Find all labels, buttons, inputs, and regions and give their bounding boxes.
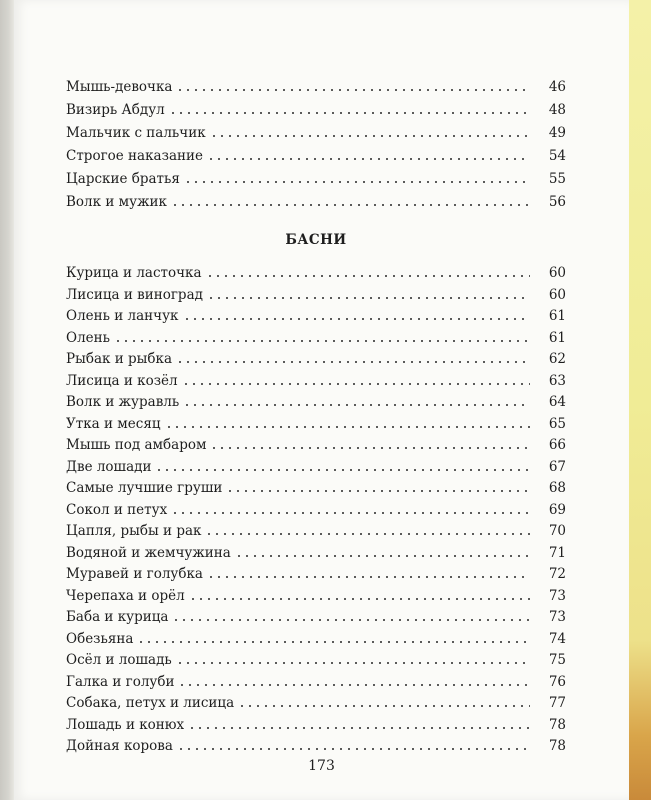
- toc-entry-page: 65: [548, 415, 566, 432]
- dot-leader: [169, 112, 530, 114]
- toc-entry-page: 73: [548, 609, 566, 625]
- toc-entry-page: 74: [548, 630, 566, 647]
- toc-entry-title: Олень и ланчук: [66, 308, 179, 324]
- toc-entry[interactable]: [66, 671, 566, 691]
- toc-entry-page: 76: [548, 673, 566, 690]
- toc-entry-page: 49: [548, 125, 566, 141]
- toc-entry-page: 75: [548, 652, 566, 668]
- toc-entry[interactable]: [66, 191, 566, 211]
- toc-entry[interactable]: [66, 628, 566, 648]
- dot-leader: [207, 297, 530, 299]
- toc-entry-title: Обезьяна: [66, 630, 134, 647]
- dot-leader: [207, 158, 530, 160]
- toc-entry[interactable]: [66, 168, 566, 188]
- toc-entry[interactable]: [66, 542, 566, 562]
- toc-entry-title: Цапля, рыбы и рак: [66, 523, 202, 539]
- toc-entry[interactable]: [66, 735, 566, 755]
- toc-entry-title: Лисица и виноград: [66, 286, 203, 303]
- toc-entry[interactable]: [66, 262, 566, 282]
- toc-entry[interactable]: [66, 327, 566, 347]
- toc-entry[interactable]: [66, 649, 566, 669]
- toc-entry[interactable]: [66, 145, 566, 165]
- page-number: 173: [308, 758, 335, 774]
- toc-entry-page: 64: [548, 394, 566, 410]
- toc-entry-title: Строгое наказание: [66, 148, 203, 164]
- toc-entry[interactable]: [66, 714, 566, 734]
- toc-entry-title: Осёл и лошадь: [66, 652, 172, 668]
- toc-entry-page: 63: [548, 372, 566, 389]
- toc-entry-title: Мышь под амбаром: [66, 437, 207, 453]
- dot-leader: [207, 576, 530, 578]
- toc-entry[interactable]: [66, 456, 566, 476]
- toc-entry-page: 60: [548, 265, 566, 281]
- toc-entry-title: Царские братья: [66, 171, 180, 187]
- dot-leader: [188, 727, 530, 729]
- toc-entry-page: 78: [548, 738, 566, 754]
- toc-entry-page: 56: [548, 194, 566, 210]
- toc-entry-page: 66: [548, 437, 566, 453]
- toc-entry-page: 68: [548, 480, 566, 496]
- toc-entry[interactable]: [66, 99, 566, 119]
- toc-entry[interactable]: [66, 585, 566, 605]
- toc-entry-title: Олень: [66, 329, 110, 346]
- toc-entry-page: 72: [548, 566, 566, 582]
- dot-leader: [183, 318, 531, 320]
- toc-entry-title: Лошадь и конюх: [66, 716, 185, 733]
- toc-entry[interactable]: [66, 348, 566, 368]
- dot-leader: [171, 512, 530, 514]
- toc-entry-page: 61: [548, 329, 566, 346]
- toc-entry[interactable]: [66, 370, 566, 390]
- dot-leader: [238, 705, 530, 707]
- toc-entry[interactable]: [66, 434, 566, 454]
- toc-entry-page: 70: [548, 523, 566, 539]
- dot-leader: [182, 383, 530, 385]
- toc-entry[interactable]: [66, 606, 566, 626]
- toc-entry-title: Утка и месяц: [66, 415, 161, 432]
- dot-leader: [137, 641, 530, 643]
- dot-leader: [176, 361, 530, 363]
- toc-entry-page: 60: [548, 286, 566, 303]
- toc-entry-title: Мальчик с пальчик: [66, 125, 206, 141]
- dot-leader: [189, 598, 530, 600]
- toc-entry[interactable]: [66, 413, 566, 433]
- toc-entry-page: 62: [548, 351, 566, 367]
- dot-leader: [171, 204, 530, 206]
- dot-leader: [114, 340, 530, 342]
- toc-entry[interactable]: [66, 284, 566, 304]
- toc-entry[interactable]: [66, 499, 566, 519]
- dot-leader: [176, 662, 530, 664]
- toc-entry[interactable]: [66, 563, 566, 583]
- dot-leader: [210, 447, 530, 449]
- toc-entry-page: 71: [548, 544, 566, 561]
- dot-leader: [172, 619, 530, 621]
- toc-entry-title: Сокол и петух: [66, 501, 168, 518]
- dot-leader: [165, 426, 530, 428]
- toc-entry[interactable]: [66, 692, 566, 712]
- dot-leader: [235, 555, 530, 557]
- toc-entry-page: 61: [548, 308, 566, 324]
- toc-entry[interactable]: [66, 76, 566, 96]
- section-heading: БАСНИ: [285, 232, 347, 248]
- toc-entry-title: Муравей и голубка: [66, 566, 203, 582]
- toc-entry[interactable]: [66, 520, 566, 540]
- toc-entry-title: Лисица и козёл: [66, 372, 178, 389]
- dot-leader: [183, 404, 530, 406]
- dot-leader: [177, 748, 530, 750]
- toc-entry-page: 69: [548, 501, 566, 518]
- toc-entry-page: 73: [548, 587, 566, 604]
- toc-entry-page: 54: [548, 148, 566, 164]
- toc-entry-title: Черепаха и орёл: [66, 587, 185, 604]
- toc-entry-title: Собака, петух и лисица: [66, 695, 235, 711]
- toc-entry-title: Галка и голуби: [66, 673, 175, 690]
- toc-entry-title: Курица и ласточка: [66, 265, 202, 281]
- toc-entry-page: 55: [548, 171, 566, 187]
- toc-entry-title: Волк и мужик: [66, 194, 167, 210]
- book-page: [14, 0, 629, 800]
- toc-entry-title: Мышь-девочка: [66, 79, 173, 95]
- dot-leader: [226, 490, 530, 492]
- toc-entry-title: Баба и курица: [66, 609, 169, 625]
- toc-entry-title: Рыбак и рыбка: [66, 351, 173, 367]
- toc-entry-page: 78: [548, 716, 566, 733]
- toc-entry-page: 46: [548, 79, 566, 95]
- toc-entry-title: Самые лучшие груши: [66, 480, 223, 496]
- dot-leader: [206, 275, 530, 277]
- toc-entry-title: Дойная корова: [66, 738, 173, 754]
- toc-entry-page: 67: [548, 458, 566, 475]
- toc-entry-page: 77: [548, 695, 566, 711]
- toc-entry-title: Две лошади: [66, 458, 152, 475]
- toc-entry[interactable]: [66, 122, 566, 142]
- page-edge-right: [629, 0, 651, 800]
- dot-leader: [155, 469, 530, 471]
- toc-entry[interactable]: [66, 305, 566, 325]
- toc-entry[interactable]: [66, 477, 566, 497]
- toc-entry[interactable]: [66, 391, 566, 411]
- dot-leader: [178, 684, 530, 686]
- dot-leader: [176, 89, 530, 91]
- toc-entry-title: Водяной и жемчужина: [66, 544, 231, 561]
- dot-leader: [205, 533, 530, 535]
- dot-leader: [184, 181, 530, 183]
- page-edge-left: [0, 0, 14, 800]
- toc-entry-title: Волк и журавль: [66, 394, 180, 410]
- toc-entry-title: Визирь Абдул: [66, 102, 165, 118]
- dot-leader: [210, 135, 530, 137]
- toc-entry-page: 48: [548, 102, 566, 118]
